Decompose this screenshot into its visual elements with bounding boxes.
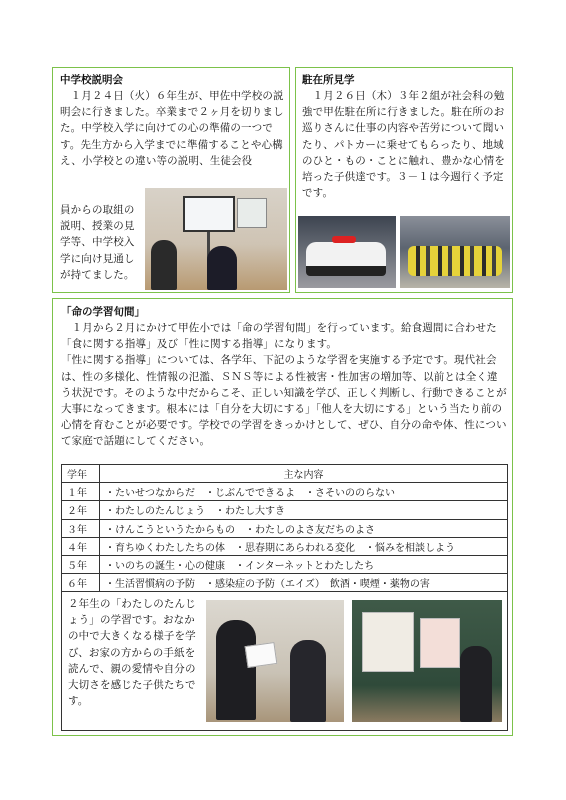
- life-study-title: 「命の学習旬間」: [61, 306, 145, 318]
- police-visit-title: 駐在所見学: [302, 74, 355, 86]
- jhs-briefing-section: [52, 67, 290, 293]
- table-row: [62, 537, 508, 555]
- grade-cell: １年: [62, 483, 100, 501]
- grade-cell: ４年: [62, 537, 100, 555]
- life-study-text: １月から２月にかけて甲佐小では「命の学習旬間」を行っています。給食週間に合わせた「食に関する指導」及び「性に関する指導」になります。 「性に関する指導」については、各学年、下記のような学習を実施する予定です。現代社会は、性の多様化、性情報の氾濫、ＳＮＳ等による性被害・性加害の増加等、以前とは全く違う状況です。そのような中だからこそ、正しい知識を学び、正しく判断し、行動できることが大事になってきます。根本には「自分を大切にする」「他人を大切にする」という当たり前の心情を育むことが必要です。学校での学習をきっかけとして、ぜひ、自分の命や体、性について家庭で話題にしてください。: [61, 322, 507, 448]
- police-car-photo: [298, 216, 396, 288]
- jhs-briefing-title: 中学校説明会: [60, 74, 123, 86]
- content-cell: ・けんこうというたからもの ・わたしのよさ友だちのよさ: [100, 519, 508, 537]
- table-row: [62, 574, 508, 592]
- grade-cell: ２年: [62, 501, 100, 519]
- table-header-row: [62, 465, 508, 483]
- table-row: [62, 519, 508, 537]
- grade-cell: ６年: [62, 574, 100, 592]
- police-visit-section: [295, 67, 513, 293]
- grade-column-header: 学年: [62, 465, 100, 483]
- life-study-section: [52, 298, 513, 736]
- grade2-lesson-text: ２年生の「わたしのたんじょう」の学習です。おなかの中で大きくなる様子を学び、お家の方からの手紙を読んで、親の愛情や自分の大切さを感じた子供たちです。: [68, 598, 196, 708]
- content-cell: ・いのちの誕生・心の健康 ・インターネットとわたしたち: [100, 555, 508, 573]
- letter-reading-photo: [206, 600, 344, 722]
- content-cell: ・わたしのたんじょう ・わたし大すき: [100, 501, 508, 519]
- jhs-briefing-text: １月２４日（火）６年生が、甲佐中学校の説明会に行きました。卒業まで２ヶ月を切りました。中学校入学に向けての心の準備の一つです。先生方から入学までに準備することや心構え、小学校との違い等の説明、生徒会役: [60, 90, 284, 167]
- jhs-briefing-text-continued: 員からの取組の説明、授業の見学等、中学校入学に向け見通しが持てました。: [60, 204, 135, 281]
- grade-content-table: [61, 464, 508, 592]
- table-row: [62, 501, 508, 519]
- content-cell: ・生活習慣病の予防 ・感染症の予防（エイズ） 飲酒・喫煙・薬物の害: [100, 574, 508, 592]
- content-column-header: 主な内容: [100, 465, 508, 483]
- table-row: [62, 483, 508, 501]
- police-visit-text: １月２６日（木）３年２組が社会科の勉強で甲佐駐在所に行きました。駐在所のお巡りさんに仕事の内容や苦労について聞いたり、パトカーに乗せてもらったり、地域のひと・もの・ことに触れ、豊かな心情を培った子供達です。３－１は今週行く予定です。: [302, 90, 505, 200]
- students-group-photo: [400, 216, 510, 288]
- table-row: [62, 555, 508, 573]
- content-cell: ・育ちゆくわたしたちの体 ・思春期にあらわれる変化 ・悩みを相談しよう: [100, 537, 508, 555]
- jhs-briefing-photo: [145, 188, 287, 290]
- grade-cell: ３年: [62, 519, 100, 537]
- grade2-lesson-box: [61, 591, 508, 731]
- content-cell: ・たいせつなからだ ・じぶんでできるよ ・さそいののらない: [100, 483, 508, 501]
- blackboard-lesson-photo: [352, 600, 502, 722]
- grade-cell: ５年: [62, 555, 100, 573]
